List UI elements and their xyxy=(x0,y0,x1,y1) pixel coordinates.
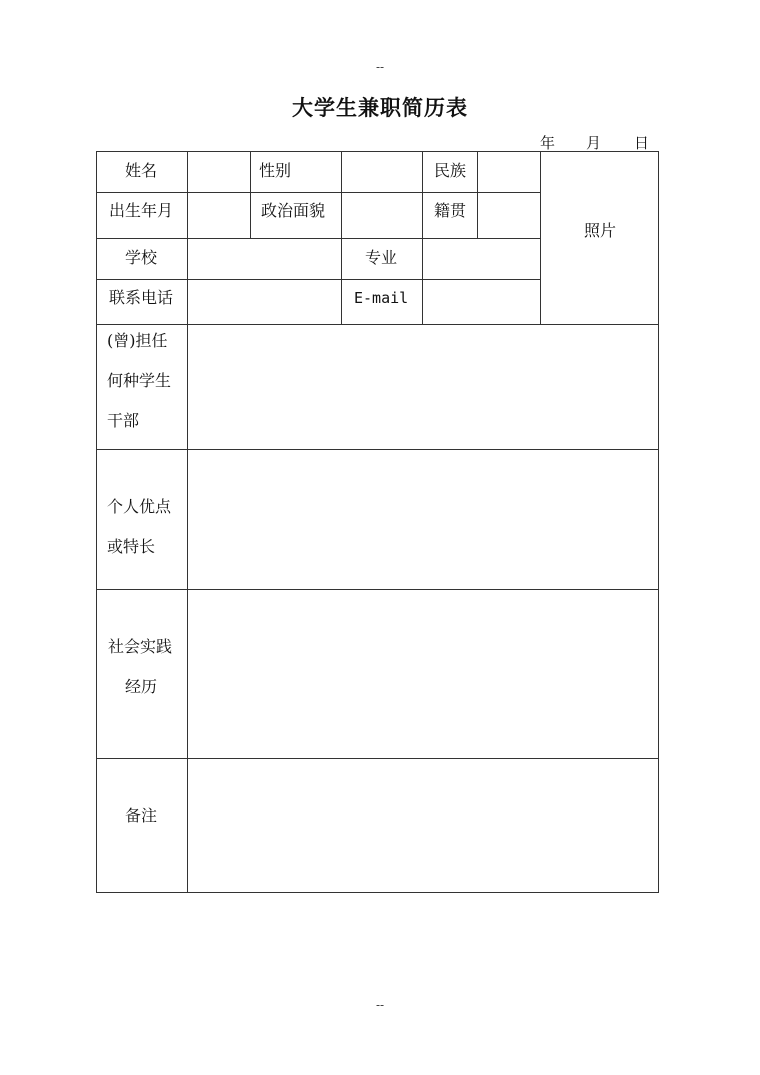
cadre-label-line: 何种学生 xyxy=(107,371,172,390)
notes-label: 备注 xyxy=(125,806,158,825)
name-label: 姓名 xyxy=(125,161,158,180)
col-divider xyxy=(341,152,342,324)
col-divider xyxy=(187,152,188,892)
cadre-label-line: (曾)担任 xyxy=(107,331,168,350)
date-month: 月 xyxy=(586,134,602,152)
col-divider xyxy=(477,152,478,238)
page-title: 大学生兼职简历表 xyxy=(292,96,468,120)
date-day: 日 xyxy=(634,134,650,152)
row-divider xyxy=(97,238,541,239)
practice-label-line: 经历 xyxy=(125,677,158,696)
practice-label xyxy=(108,627,172,707)
row-divider xyxy=(97,449,658,450)
strengths-label xyxy=(107,487,171,567)
col-divider xyxy=(422,152,423,324)
native-place-label: 籍贯 xyxy=(434,201,467,220)
row-divider xyxy=(97,758,658,759)
col-divider xyxy=(250,152,251,238)
row-divider xyxy=(97,589,658,590)
school-label: 学校 xyxy=(125,248,158,267)
photo-label: 照片 xyxy=(584,221,617,240)
cadre-label xyxy=(107,321,171,441)
cadre-label-line: 干部 xyxy=(107,411,140,430)
major-label: 专业 xyxy=(365,248,398,267)
footer-mark: -- xyxy=(375,998,385,1012)
birth-label: 出生年月 xyxy=(109,201,174,220)
date-line xyxy=(538,132,658,150)
col-divider xyxy=(540,152,541,324)
ethnicity-label: 民族 xyxy=(434,161,467,180)
row-divider xyxy=(97,192,541,193)
date-year: 年 xyxy=(540,134,556,152)
header-mark: -- xyxy=(375,60,385,74)
political-label: 政治面貌 xyxy=(261,201,326,220)
phone-label: 联系电话 xyxy=(109,288,174,307)
row-divider xyxy=(97,279,541,280)
gender-label: 性别 xyxy=(259,161,292,180)
resume-form-table xyxy=(96,151,659,893)
email-label: E-mail xyxy=(354,289,409,307)
practice-label-line: 社会实践 xyxy=(108,637,173,656)
strengths-label-line: 个人优点 xyxy=(107,497,172,516)
strengths-label-line: 或特长 xyxy=(107,537,156,556)
row-divider xyxy=(97,324,658,325)
